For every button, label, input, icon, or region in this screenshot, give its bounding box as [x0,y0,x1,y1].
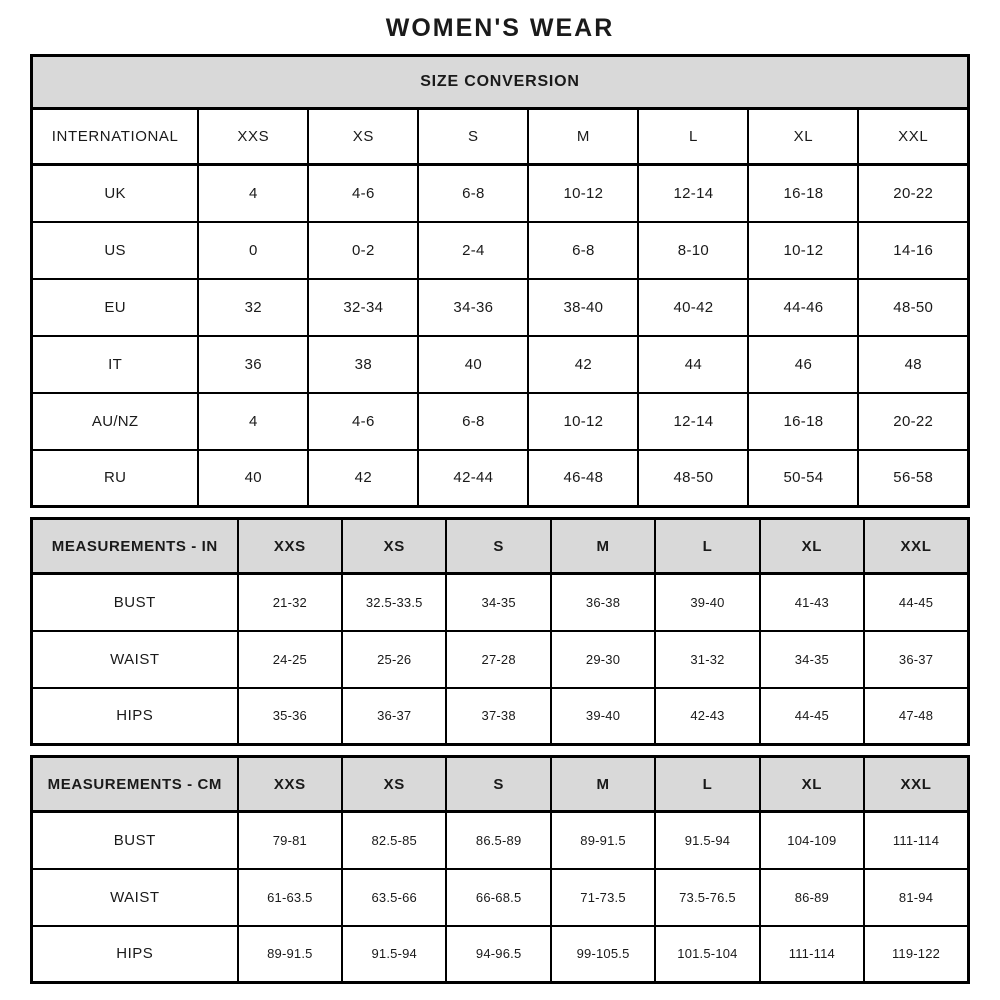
value-cell: 82.5-85 [342,812,446,869]
row-label-cell: HIPS [32,688,238,745]
value-cell: 39-40 [655,574,759,631]
value-cell: 91.5-94 [655,812,759,869]
value-cell: 27-28 [446,631,550,688]
row-label-cell: BUST [32,574,238,631]
value-cell: 34-35 [760,631,864,688]
value-cell: 29-30 [551,631,655,688]
row-label-cell: WAIST [32,869,238,926]
row-label-cell: EU [32,279,199,336]
value-cell: 48-50 [858,279,968,336]
table-caption: MEASUREMENTS - CM [32,757,238,812]
value-cell: 71-73.5 [551,869,655,926]
column-header-cell: XS [308,109,418,165]
value-cell: 8-10 [638,222,748,279]
table-row [32,165,969,222]
value-cell: 4 [198,165,308,222]
table-row [32,688,969,745]
value-cell: 36-37 [864,631,968,688]
value-cell: 6-8 [418,165,528,222]
value-cell: 32-34 [308,279,418,336]
column-header-cell: S [446,519,550,574]
value-cell: 66-68.5 [446,869,550,926]
value-cell: 4-6 [308,393,418,450]
value-cell: 73.5-76.5 [655,869,759,926]
table-row [32,336,969,393]
value-cell: 40-42 [638,279,748,336]
value-cell: 99-105.5 [551,926,655,983]
value-cell: 86-89 [760,869,864,926]
row-label-cell: US [32,222,199,279]
column-header-cell: M [528,109,638,165]
value-cell: 39-40 [551,688,655,745]
value-cell: 4-6 [308,165,418,222]
value-cell: 38 [308,336,418,393]
value-cell: 89-91.5 [238,926,342,983]
value-cell: 44-46 [748,279,858,336]
value-cell: 34-36 [418,279,528,336]
value-cell: 10-12 [528,393,638,450]
value-cell: 37-38 [446,688,550,745]
value-cell: 86.5-89 [446,812,550,869]
column-header-cell: XXL [858,109,968,165]
column-header-cell: XS [342,757,446,812]
value-cell: 42-43 [655,688,759,745]
value-cell: 16-18 [748,165,858,222]
value-cell: 63.5-66 [342,869,446,926]
column-header-cell: L [655,757,759,812]
value-cell: 48 [858,336,968,393]
value-cell: 6-8 [528,222,638,279]
value-cell: 12-14 [638,165,748,222]
value-cell: 34-35 [446,574,550,631]
value-cell: 61-63.5 [238,869,342,926]
value-cell: 10-12 [748,222,858,279]
column-header-cell: XXS [238,519,342,574]
table-row [32,393,969,450]
column-header-cell: XL [748,109,858,165]
value-cell: 101.5-104 [655,926,759,983]
table-row [32,757,969,812]
column-header-cell: XXL [864,519,968,574]
value-cell: 40 [418,336,528,393]
value-cell: 111-114 [864,812,968,869]
table-row [32,279,969,336]
value-cell: 42-44 [418,450,528,507]
value-cell: 89-91.5 [551,812,655,869]
measurements-cm-table [30,755,970,984]
table-row [32,450,969,507]
row-label-cell: RU [32,450,199,507]
column-header-cell: XXL [864,757,968,812]
value-cell: 104-109 [760,812,864,869]
value-cell: 56-58 [858,450,968,507]
table-row [32,926,969,983]
row-label-cell: AU/NZ [32,393,199,450]
value-cell: 46-48 [528,450,638,507]
size-conversion-table [30,54,970,508]
value-cell: 31-32 [655,631,759,688]
table-row [32,574,969,631]
column-header-cell: XXS [198,109,308,165]
value-cell: 42 [528,336,638,393]
table-row [32,56,969,109]
value-cell: 2-4 [418,222,528,279]
value-cell: 35-36 [238,688,342,745]
value-cell: 21-32 [238,574,342,631]
column-header-cell: XXS [238,757,342,812]
value-cell: 46 [748,336,858,393]
table-row [32,869,969,926]
value-cell: 38-40 [528,279,638,336]
value-cell: 20-22 [858,165,968,222]
row-label-cell: IT [32,336,199,393]
value-cell: 36-37 [342,688,446,745]
row-label-cell: WAIST [32,631,238,688]
column-header-cell: S [446,757,550,812]
row-label-cell: BUST [32,812,238,869]
page-title: WOMEN'S WEAR [385,14,615,42]
value-cell: 16-18 [748,393,858,450]
column-header-cell: XL [760,519,864,574]
value-cell: 24-25 [238,631,342,688]
value-cell: 32.5-33.5 [342,574,446,631]
value-cell: 91.5-94 [342,926,446,983]
value-cell: 36 [198,336,308,393]
value-cell: 0-2 [308,222,418,279]
value-cell: 94-96.5 [446,926,550,983]
value-cell: 81-94 [864,869,968,926]
value-cell: 4 [198,393,308,450]
table-row [32,222,969,279]
column-header-cell: INTERNATIONAL [32,109,199,165]
value-cell: 44 [638,336,748,393]
value-cell: 6-8 [418,393,528,450]
table-row [32,109,969,165]
value-cell: 12-14 [638,393,748,450]
measurements-in-table [30,517,970,746]
row-label-cell: UK [32,165,199,222]
column-header-cell: S [418,109,528,165]
value-cell: 40 [198,450,308,507]
value-cell: 79-81 [238,812,342,869]
table-caption: SIZE CONVERSION [32,56,969,109]
value-cell: 42 [308,450,418,507]
column-header-cell: L [655,519,759,574]
value-cell: 20-22 [858,393,968,450]
value-cell: 14-16 [858,222,968,279]
row-label-cell: HIPS [32,926,238,983]
value-cell: 119-122 [864,926,968,983]
value-cell: 0 [198,222,308,279]
column-header-cell: XL [760,757,864,812]
column-header-cell: M [551,757,655,812]
value-cell: 44-45 [760,688,864,745]
table-caption: MEASUREMENTS - IN [32,519,238,574]
column-header-cell: L [638,109,748,165]
value-cell: 47-48 [864,688,968,745]
column-header-cell: XS [342,519,446,574]
value-cell: 25-26 [342,631,446,688]
value-cell: 41-43 [760,574,864,631]
value-cell: 48-50 [638,450,748,507]
value-cell: 32 [198,279,308,336]
value-cell: 36-38 [551,574,655,631]
value-cell: 50-54 [748,450,858,507]
value-cell: 10-12 [528,165,638,222]
table-row [32,812,969,869]
table-row [32,631,969,688]
value-cell: 111-114 [760,926,864,983]
table-row [32,519,969,574]
column-header-cell: M [551,519,655,574]
value-cell: 44-45 [864,574,968,631]
